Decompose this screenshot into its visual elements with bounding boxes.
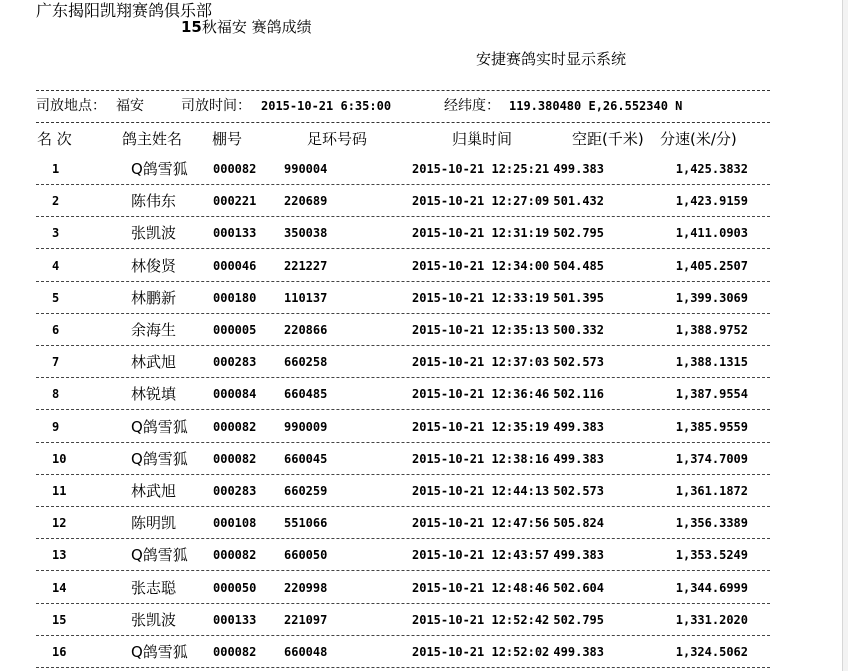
cell-distance: 502.573 (553, 355, 604, 369)
table-row (0, 638, 848, 670)
cell-owner: Q鸽雪狐 (131, 643, 188, 661)
row-divider (36, 538, 770, 539)
cell-rank: 7 (52, 355, 60, 369)
cell-owner: Q鸽雪狐 (131, 546, 188, 564)
cell-ring: 220866 (284, 323, 328, 337)
row-divider (36, 442, 770, 443)
row-divider (36, 667, 770, 668)
cell-distance: 501.395 (553, 291, 604, 305)
cell-ring: 660258 (284, 355, 328, 369)
cell-speed: 1,361.1872 (675, 484, 748, 498)
cell-distance: 502.795 (553, 613, 604, 627)
col-distance: 空距(千米) (572, 130, 644, 148)
table-row (0, 606, 848, 638)
divider-top (36, 90, 770, 91)
cell-owner: 林锐填 (131, 385, 177, 403)
cell-rank: 1 (52, 162, 60, 176)
cell-speed: 1,331.2020 (675, 613, 748, 627)
cell-owner: 林武旭 (131, 353, 177, 371)
cell-rank: 6 (52, 323, 60, 337)
cell-arrival: 2015-10-21 12:52:42 (412, 613, 550, 627)
row-divider (36, 409, 770, 410)
cell-loft: 000005 (213, 323, 257, 337)
race-title (181, 17, 312, 37)
cell-speed: 1,405.2507 (675, 259, 748, 273)
coords: 119.380480 E,26.552340 N (509, 99, 683, 113)
col-owner: 鸽主姓名 (122, 130, 183, 148)
table-row (0, 413, 848, 445)
cell-speed: 1,356.3389 (675, 516, 748, 530)
release-time: 2015-10-21 6:35:00 (261, 99, 392, 113)
cell-owner: 陈明凯 (131, 514, 177, 532)
release-time-label: 司放时间： (181, 98, 251, 114)
row-divider (36, 345, 770, 346)
cell-ring: 660045 (284, 452, 328, 466)
cell-speed: 1,388.1315 (675, 355, 748, 369)
cell-distance: 499.383 (553, 548, 604, 562)
cell-ring: 220689 (284, 194, 328, 208)
cell-rank: 11 (52, 484, 67, 498)
cell-rank: 5 (52, 291, 60, 305)
cell-arrival: 2015-10-21 12:48:46 (412, 581, 550, 595)
cell-arrival: 2015-10-21 12:37:03 (412, 355, 550, 369)
table-row (0, 219, 848, 251)
table-row (0, 509, 848, 541)
row-divider (36, 603, 770, 604)
cell-arrival: 2015-10-21 12:33:19 (412, 291, 550, 305)
cell-loft: 000133 (213, 613, 257, 627)
table-row (0, 155, 848, 187)
cell-rank: 12 (52, 516, 67, 530)
release-info (36, 96, 776, 116)
cell-distance: 499.383 (553, 452, 604, 466)
cell-distance: 502.116 (553, 387, 604, 401)
table-row (0, 348, 848, 380)
cell-owner: Q鸽雪狐 (131, 418, 188, 436)
col-ring: 足环号码 (307, 130, 368, 148)
table-row (0, 380, 848, 412)
cell-owner: 林俊贤 (131, 257, 177, 275)
col-rank: 名 次 (37, 130, 72, 148)
cell-owner: 陈伟东 (131, 192, 177, 210)
cell-ring: 660050 (284, 548, 328, 562)
coords-label: 经纬度： (444, 98, 500, 114)
cell-speed: 1,385.9559 (675, 420, 748, 434)
table-row (0, 252, 848, 284)
cell-speed: 1,388.9752 (675, 323, 748, 337)
divider-header (36, 122, 770, 123)
col-speed: 分速(米/分) (660, 130, 737, 148)
release-place: 福安 (116, 98, 144, 114)
cell-arrival: 2015-10-21 12:38:16 (412, 452, 550, 466)
cell-ring: 110137 (284, 291, 328, 305)
cell-distance: 499.383 (553, 420, 604, 434)
cell-ring: 990004 (284, 162, 328, 176)
row-divider (36, 570, 770, 571)
row-divider (36, 216, 770, 217)
cell-loft: 000082 (213, 645, 257, 659)
cell-loft: 000050 (213, 581, 257, 595)
cell-rank: 15 (52, 613, 67, 627)
table-row (0, 477, 848, 509)
cell-arrival: 2015-10-21 12:52:02 (412, 645, 550, 659)
cell-owner: Q鸽雪狐 (131, 450, 188, 468)
row-divider (36, 248, 770, 249)
table-row (0, 445, 848, 477)
table-header (0, 128, 848, 150)
cell-arrival: 2015-10-21 12:25:21 (412, 162, 550, 176)
col-arrival: 归巢时间 (452, 130, 513, 148)
col-loft: 棚号 (212, 130, 243, 148)
row-divider (36, 184, 770, 185)
cell-speed: 1,425.3832 (675, 162, 748, 176)
cell-speed: 1,353.5249 (675, 548, 748, 562)
cell-owner: 林鹏新 (131, 289, 177, 307)
cell-arrival: 2015-10-21 12:34:00 (412, 259, 550, 273)
cell-ring: 551066 (284, 516, 328, 530)
cell-rank: 3 (52, 226, 60, 240)
cell-owner: 张凯波 (131, 224, 177, 242)
race-season: 15 (181, 18, 202, 36)
cell-distance: 502.573 (553, 484, 604, 498)
cell-loft: 000283 (213, 484, 257, 498)
cell-loft: 000084 (213, 387, 257, 401)
cell-ring: 221227 (284, 259, 328, 273)
table-row (0, 541, 848, 573)
cell-arrival: 2015-10-21 12:31:19 (412, 226, 550, 240)
cell-speed: 1,423.9159 (675, 194, 748, 208)
row-divider (36, 313, 770, 314)
cell-owner: 张志聪 (131, 579, 177, 597)
cell-owner: 林武旭 (131, 482, 177, 500)
table-row (0, 284, 848, 316)
cell-distance: 500.332 (553, 323, 604, 337)
cell-ring: 221097 (284, 613, 328, 627)
cell-rank: 2 (52, 194, 60, 208)
cell-rank: 8 (52, 387, 60, 401)
cell-speed: 1,399.3069 (675, 291, 748, 305)
cell-speed: 1,387.9554 (675, 387, 748, 401)
cell-distance: 502.795 (553, 226, 604, 240)
cell-arrival: 2015-10-21 12:44:13 (412, 484, 550, 498)
cell-owner: 张凯波 (131, 611, 177, 629)
cell-speed: 1,324.5062 (675, 645, 748, 659)
cell-loft: 000082 (213, 452, 257, 466)
cell-rank: 4 (52, 259, 60, 273)
cell-ring: 220998 (284, 581, 328, 595)
row-divider (36, 377, 770, 378)
race-name: 秋福安 赛鸽成绩 (201, 18, 312, 36)
cell-distance: 505.824 (553, 516, 604, 530)
cell-loft: 000221 (213, 194, 257, 208)
cell-distance: 501.432 (553, 194, 604, 208)
cell-arrival: 2015-10-21 12:43:57 (412, 548, 550, 562)
cell-rank: 13 (52, 548, 67, 562)
cell-loft: 000108 (213, 516, 257, 530)
cell-arrival: 2015-10-21 12:35:19 (412, 420, 550, 434)
cell-speed: 1,344.6999 (675, 581, 748, 595)
cell-ring: 660259 (284, 484, 328, 498)
table-row (0, 187, 848, 219)
cell-ring: 660048 (284, 645, 328, 659)
cell-owner: 余海生 (131, 321, 177, 339)
cell-ring: 990009 (284, 420, 328, 434)
cell-loft: 000133 (213, 226, 257, 240)
cell-arrival: 2015-10-21 12:35:13 (412, 323, 550, 337)
cell-rank: 10 (52, 452, 67, 466)
cell-distance: 504.485 (553, 259, 604, 273)
cell-speed: 1,374.7009 (675, 452, 748, 466)
row-divider (36, 506, 770, 507)
table-row (0, 316, 848, 348)
release-place-label: 司放地点： (36, 98, 106, 114)
cell-rank: 9 (52, 420, 60, 434)
cell-distance: 502.604 (553, 581, 604, 595)
cell-rank: 14 (52, 581, 67, 595)
club-name: 广东揭阳凯翔赛鸽俱乐部 (36, 1, 213, 20)
cell-arrival: 2015-10-21 12:47:56 (412, 516, 550, 530)
row-divider (36, 635, 770, 636)
cell-ring: 350038 (284, 226, 328, 240)
cell-loft: 000082 (213, 162, 257, 176)
row-divider (36, 281, 770, 282)
cell-loft: 000180 (213, 291, 257, 305)
table-row (0, 574, 848, 606)
cell-loft: 000283 (213, 355, 257, 369)
cell-distance: 499.383 (553, 162, 604, 176)
cell-loft: 000046 (213, 259, 257, 273)
cell-speed: 1,411.0903 (675, 226, 748, 240)
cell-arrival: 2015-10-21 12:27:09 (412, 194, 550, 208)
system-name: 安捷赛鸽实时显示系统 (476, 50, 627, 68)
cell-ring: 660485 (284, 387, 328, 401)
cell-rank: 16 (52, 645, 67, 659)
cell-distance: 499.383 (553, 645, 604, 659)
cell-arrival: 2015-10-21 12:36:46 (412, 387, 550, 401)
cell-loft: 000082 (213, 420, 257, 434)
row-divider (36, 474, 770, 475)
cell-loft: 000082 (213, 548, 257, 562)
cell-owner: Q鸽雪狐 (131, 160, 188, 178)
